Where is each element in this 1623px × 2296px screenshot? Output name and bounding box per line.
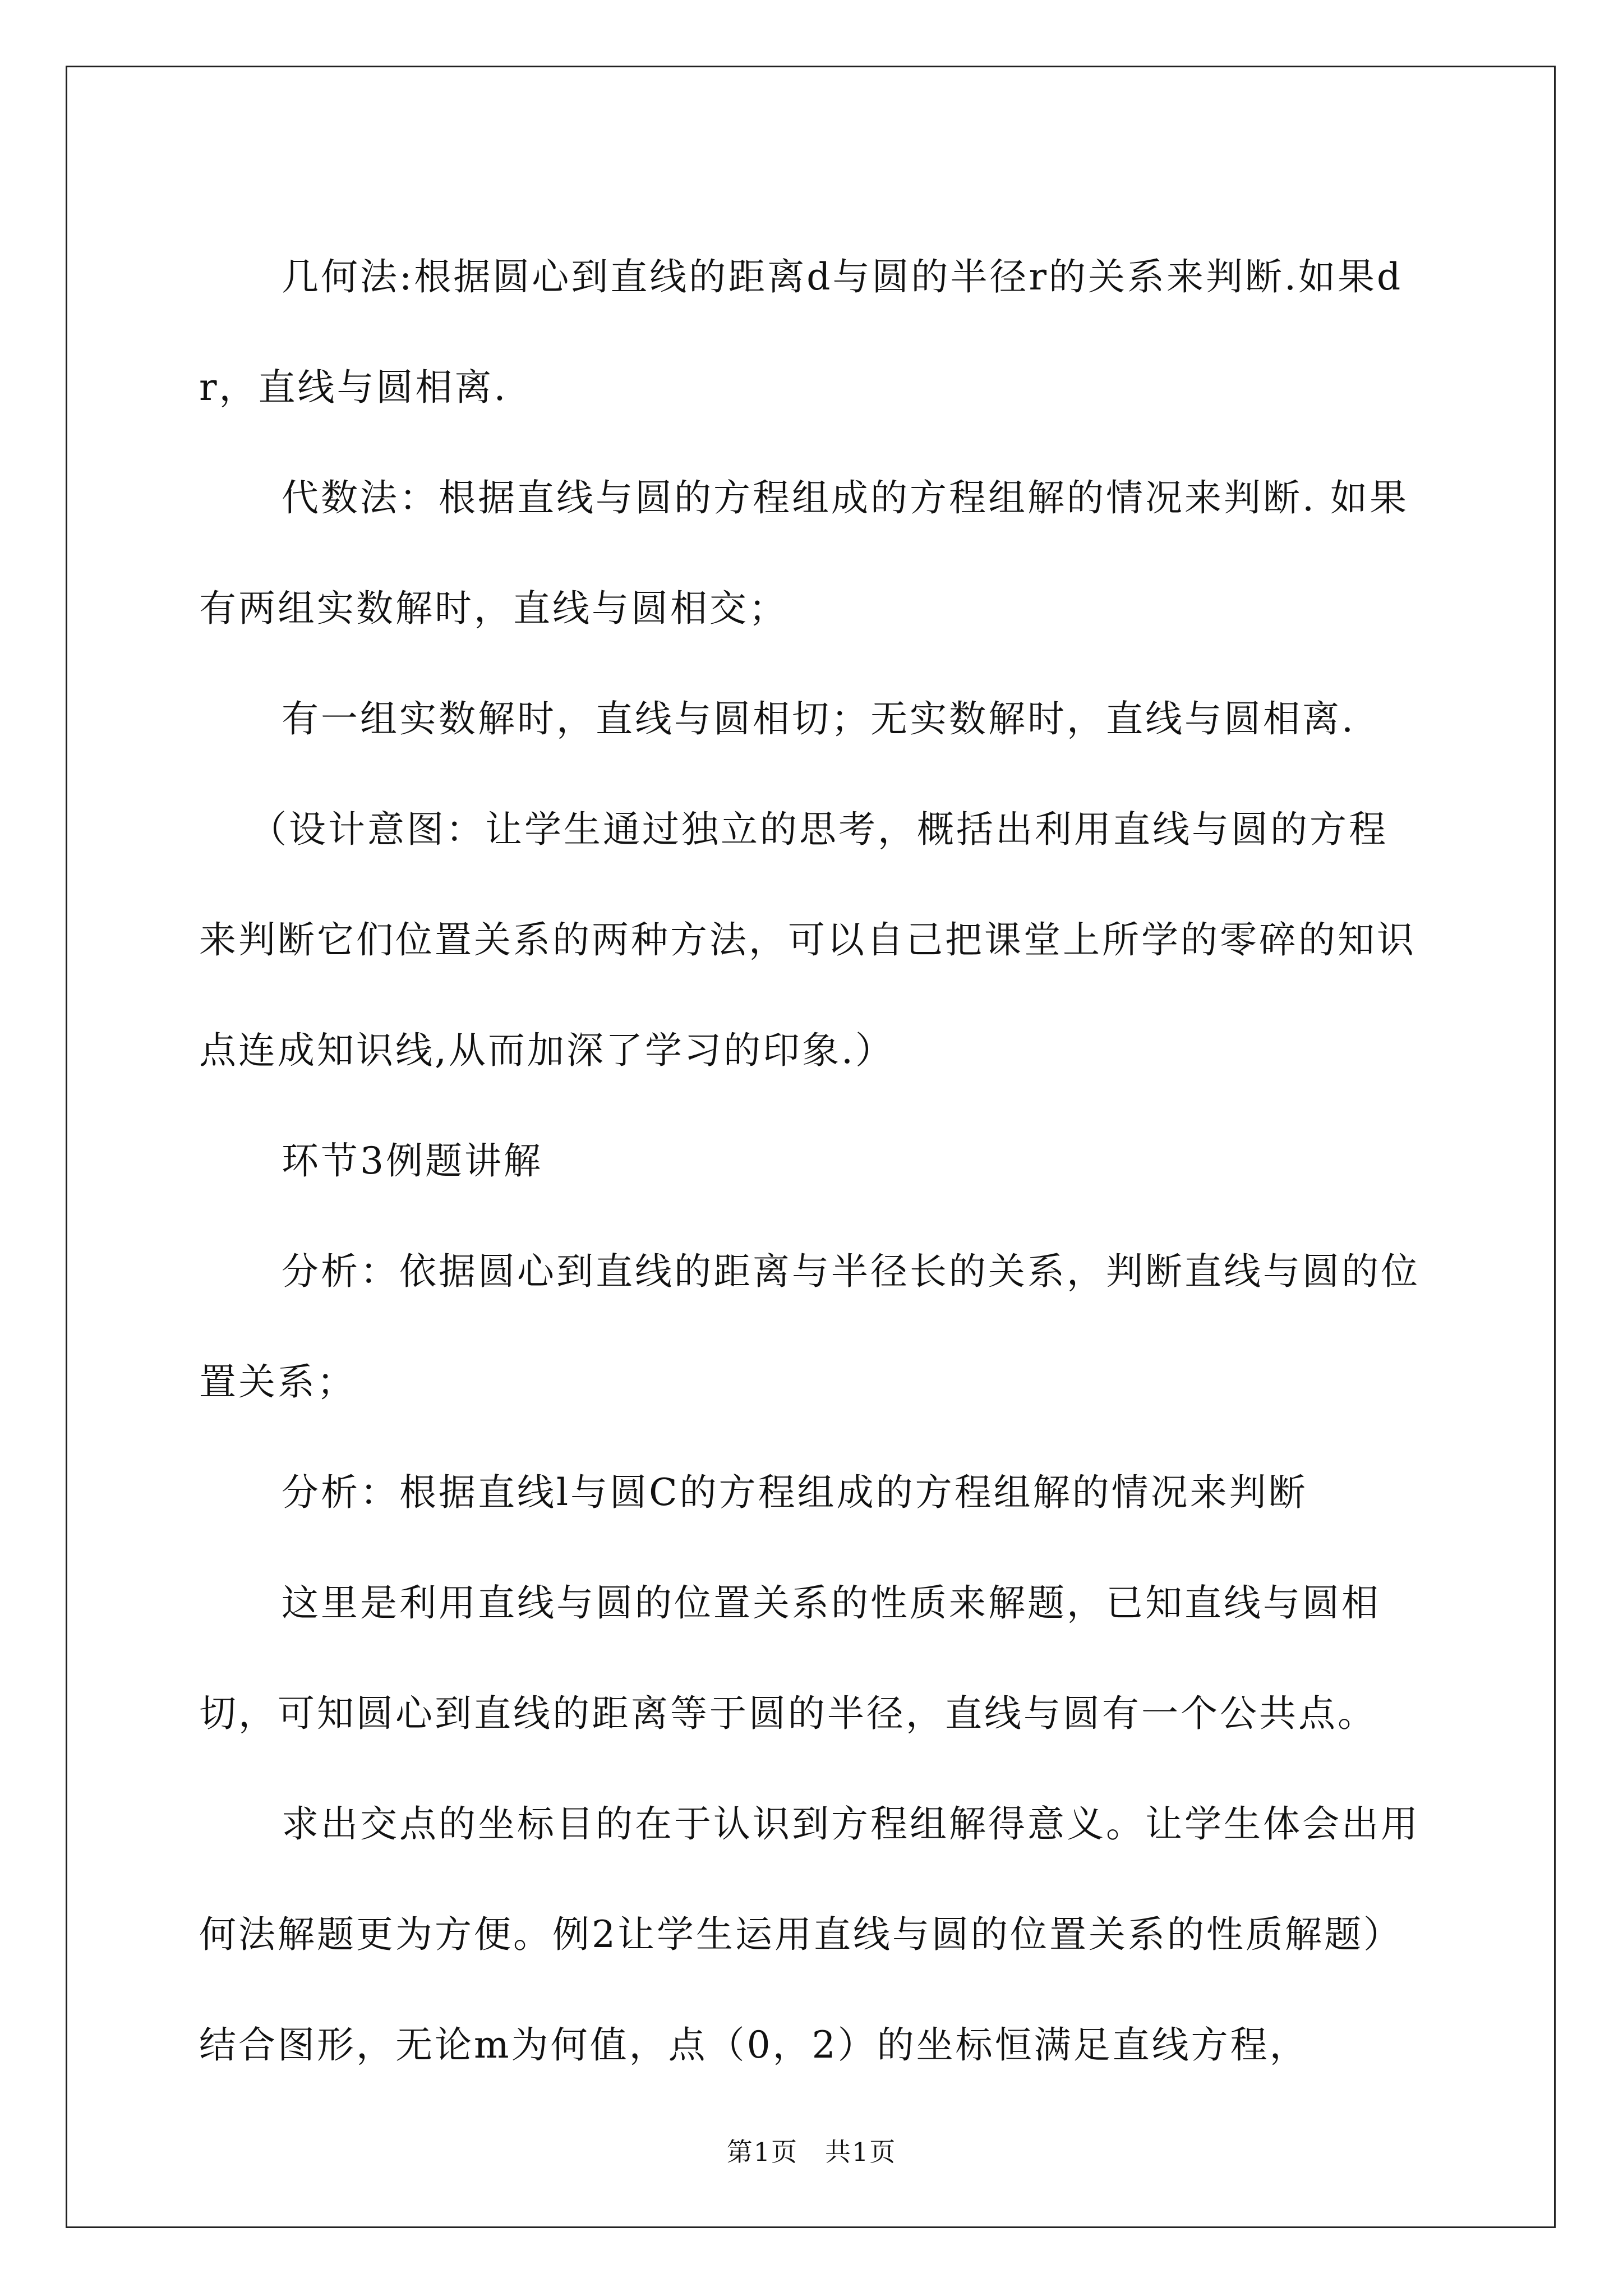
paragraph-section-heading: 环节3例题讲解 [282,1139,543,1182]
document-body [199,222,1422,2100]
paragraph-tangent-property: 这里是利用直线与圆的位置关系的性质来解题，已知直线与圆相切，可知圆心到直线的距离等于圆的半径，直线与圆有一个公共点。 [199,1581,1381,1735]
paragraph-analysis-1: 分析：依据圆心到直线的距离与半径长的关系，判断直线与圆的位置关系； [199,1250,1420,1404]
paragraph-design-intent: （设计意图：让学生通过独立的思考，概括出利用直线与圆的方程来判断它们位置关系的两种方法，可以自己把课堂上所学的零碎的知识点连成知识线,从而加深了学习的印象.） [199,808,1416,1072]
paragraph-analysis-2: 分析：根据直线l与圆C的方程组成的方程组解的情况来判断 [282,1471,1308,1514]
paragraph-algebraic-method: 代数法：根据直线与圆的方程组成的方程组解的情况来判断. 如果有两组实数解时，直线与圆相交； [199,476,1409,630]
page-footer: 第1页 共1页 [726,2137,897,2167]
paragraph-intersection-meaning: 求出交点的坐标目的在于认识到方程组解得意义。让学生体会出用何法解题更为方便。例2让学生运用直线与圆的位置关系的性质解题）结合图形，无论m为何值，点（0，2）的坐标恒满足直线方程， [199,1802,1420,2067]
paragraph-geometric-method: 几何法:根据圆心到直线的距离d与圆的半径r的关系来判断.如果dr，直线与圆相离. [199,255,1403,409]
paragraph-solution-cases: 有一组实数解时，直线与圆相切；无实数解时，直线与圆相离. [282,697,1355,740]
